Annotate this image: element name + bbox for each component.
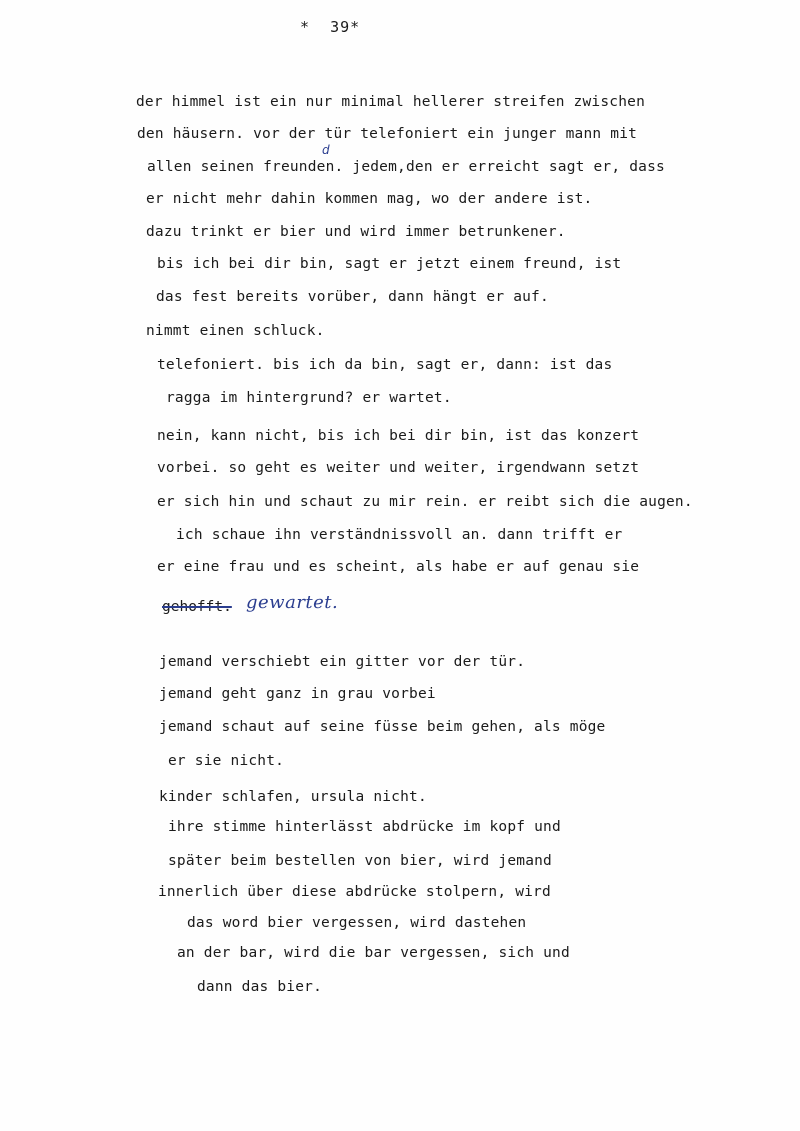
text-line: dann das bier. <box>197 979 323 995</box>
text-line: nimmt einen schluck. <box>146 323 325 339</box>
text-line: jemand schaut auf seine füsse beim gehen, als möge <box>159 719 606 735</box>
struck-word: gehofft. <box>162 599 232 615</box>
text-line: er sich hin und schaut zu mir rein. er reibt sich die augen. <box>157 494 693 510</box>
text-line: ich schaue ihn verständnissvoll an. dann trifft er <box>176 527 623 543</box>
text-line: er sie nicht. <box>168 753 285 769</box>
text-line: den häusern. vor der tür telefoniert ein junger mann mit <box>137 126 638 142</box>
text-line: nein, kann nicht, bis ich bei dir bin, ist das konzert <box>157 428 640 444</box>
text-line: der himmel ist ein nur minimal hellerer streifen zwischen <box>136 94 645 110</box>
text-line: jemand geht ganz in grau vorbei <box>159 686 436 702</box>
text-line: dazu trinkt er bier und wird immer betrunkener. <box>146 224 566 240</box>
text-line: kinder schlafen, ursula nicht. <box>159 789 427 805</box>
text-line: allen seinen freunden. jedem,den er erreicht sagt er, dass <box>147 159 665 175</box>
text-line: an der bar, wird die bar vergessen, sich und <box>177 945 570 961</box>
text-line: jemand verschiebt ein gitter vor der tür. <box>159 654 526 670</box>
text-line: später beim bestellen von bier, wird jemand <box>168 853 552 869</box>
handwritten-correction: gewartet. <box>246 592 339 613</box>
text-line: er nicht mehr dahin kommen mag, wo der andere ist. <box>146 191 593 207</box>
page-number: * 39* <box>300 18 361 36</box>
text-line: telefoniert. bis ich da bin, sagt er, dann: ist das <box>157 357 613 373</box>
insertion-mark: d <box>322 143 330 157</box>
text-line: ihre stimme hinterlässt abdrücke im kopf und <box>168 819 561 835</box>
text-line: er eine frau und es scheint, als habe er auf genau sie <box>157 559 640 575</box>
text-line: ragga im hintergrund? er wartet. <box>166 390 452 406</box>
text-line: das word bier vergessen, wird dastehen <box>187 915 527 931</box>
text-line: vorbei. so geht es weiter und weiter, irgendwann setzt <box>157 460 640 476</box>
text-line: innerlich über diese abdrücke stolpern, wird <box>158 884 551 900</box>
text-line: das fest bereits vorüber, dann hängt er auf. <box>156 289 549 305</box>
text-line: bis ich bei dir bin, sagt er jetzt einem freund, ist <box>157 256 622 272</box>
